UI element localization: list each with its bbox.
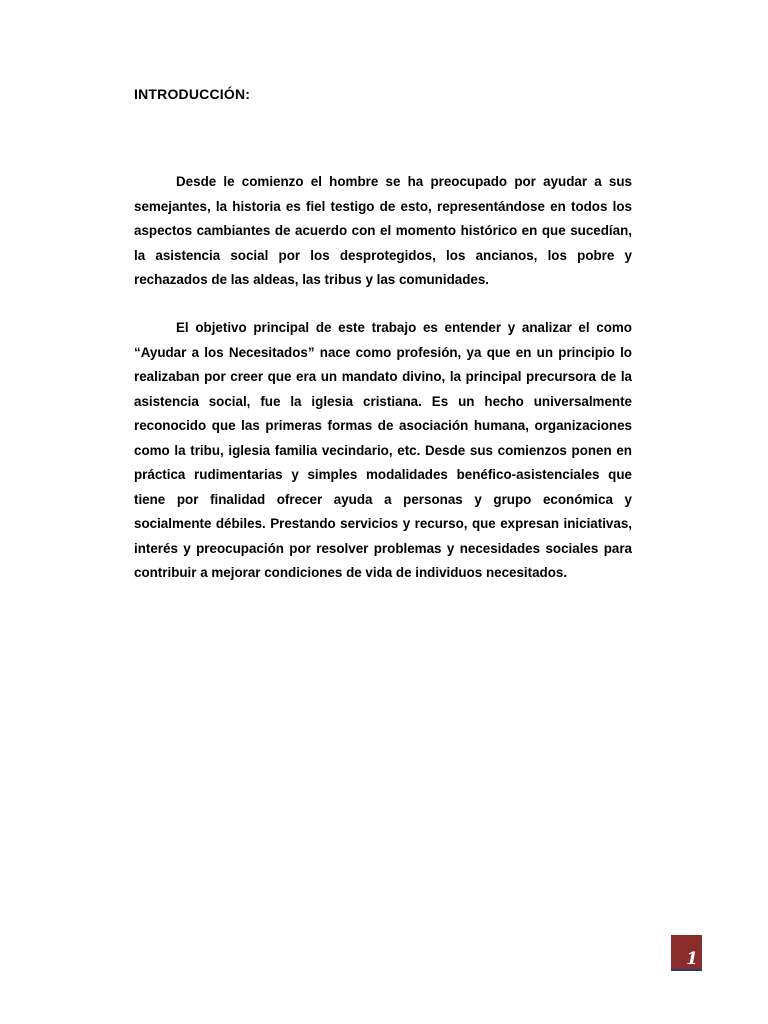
page-number-box [671, 935, 702, 969]
paragraph-1: Desde le comienzo el hombre se ha preocupado por ayudar a sus semejantes, la historia es fiel testigo de esto, representándose en todos los aspectos cambiantes de acuerdo con el momento histórico en que sucedían, la asistencia social por los desprotegidos, los ancianos, los pobre y rechazados de las aldeas, las tribus y las comunidades. [134, 174, 632, 287]
page-number: 1 [686, 949, 698, 969]
paragraph-2: El objetivo principal de este trabajo es entender y analizar el como “Ayudar a los Necesitados” nace como profesión, ya que en un principio lo realizaban por creer que era un mandato divino, la principal precursora de la asistencia social, fue la iglesia cristiana. Es un hecho universalmente reconocido que las primeras formas de asociación humana, organizaciones como la tribu, iglesia familia vecindario, etc. Desde sus comienzos ponen en práctica rudimentarias y simples modalidades benéfico-asistenciales que tiene por finalidad ofrecer ayuda a personas y grupo económica y socialmente débiles. Prestando servicios y recurso, que expresan iniciativas, interés y preocupación por resolver problemas y necesidades sociales para contribuir a mejorar condiciones de vida de individuos necesitados. [134, 320, 632, 580]
page-number-underline [671, 969, 702, 971]
section-heading: INTRODUCCIÓN: [134, 86, 251, 102]
